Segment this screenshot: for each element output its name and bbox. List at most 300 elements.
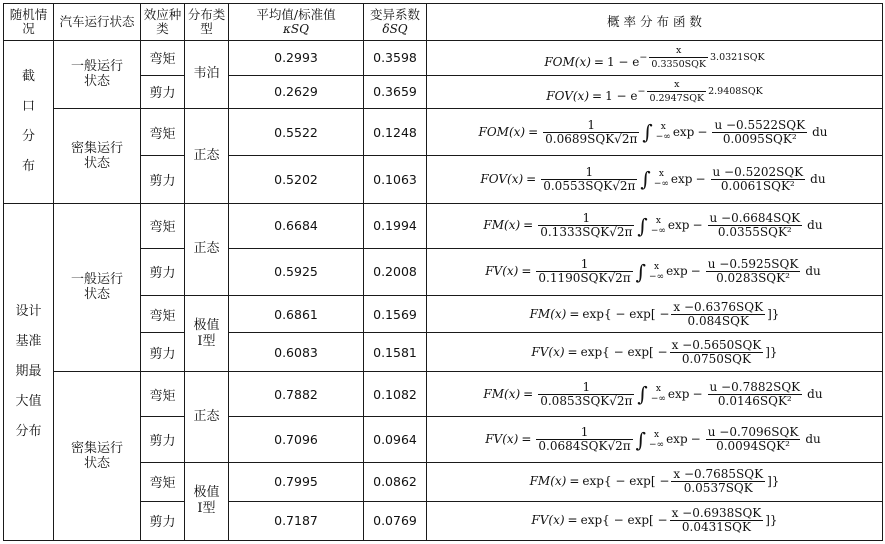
- cv-cell: [364, 462, 427, 501]
- integral-sign: ∫: [640, 167, 651, 192]
- numerator-one: 1: [587, 117, 596, 132]
- lower-limit: −∞: [650, 394, 666, 405]
- gumbel-fraction: [670, 507, 764, 534]
- random-case-cell: [4, 41, 54, 204]
- exp-fraction-num: [706, 426, 801, 440]
- col-effect-type: 效应种类: [141, 4, 185, 41]
- effect-label: 弯矩: [149, 308, 176, 324]
- exponent: [637, 79, 763, 105]
- exp-minus: −: [692, 386, 703, 401]
- effect-cell: [141, 296, 185, 333]
- function-name: FM(x): [483, 218, 521, 233]
- table-row: [4, 203, 883, 248]
- location-param: 0.5650SQK: [692, 337, 762, 352]
- du: du: [807, 218, 823, 233]
- effect-cell: [141, 248, 185, 295]
- integral-limits: [651, 216, 666, 236]
- gumbel-fraction-den: [670, 353, 764, 366]
- mean-ratio-cell: [229, 248, 364, 295]
- location-param: 0.7685SQK: [694, 467, 764, 482]
- gumbel-fraction-num: [671, 301, 765, 315]
- scale-param: 0.084SQK: [687, 313, 749, 328]
- equals-sign: =: [523, 386, 534, 401]
- exp-fraction-den: [712, 133, 807, 146]
- cv-cell: [364, 203, 427, 248]
- effect-cell: [141, 372, 185, 417]
- du: du: [805, 432, 821, 447]
- sigma-factor: 0.0853SQK: [540, 393, 610, 408]
- du: du: [807, 386, 823, 401]
- vehicle-state-cell: [54, 41, 141, 109]
- prob-function-cell: [427, 462, 883, 501]
- dist-type-cell: [185, 296, 229, 372]
- scale-param: 0.0537SQK: [683, 481, 753, 496]
- gumbel-exp-open: exp{ − exp[ −: [582, 474, 670, 489]
- effect-label: 剪力: [149, 346, 176, 362]
- col-mean-ratio-symbol: κSQ: [283, 22, 309, 36]
- mean-ratio-cell: [229, 333, 364, 372]
- vehicle-state-cell: [54, 203, 141, 372]
- sqrt-two-pi: √2π: [609, 225, 633, 240]
- upper-limit: x: [655, 215, 661, 226]
- gumbel-fraction-num: [670, 339, 764, 353]
- scale-fraction-den: [649, 58, 708, 71]
- shape-param: 2.9408SQK: [708, 86, 763, 98]
- norm-coef-num: [541, 166, 637, 180]
- exp-fraction-den: [708, 395, 803, 408]
- gumbel-close: ]}: [767, 474, 780, 489]
- mean-param: 0.5522SQK: [736, 117, 806, 132]
- exp-fraction: [706, 258, 801, 285]
- scale-param: 0.0431SQK: [681, 520, 751, 535]
- cv-value: 0.3598: [373, 50, 417, 66]
- variance-param: 0.0283SQK²: [716, 271, 790, 286]
- mean-ratio-cell: [229, 417, 364, 462]
- effect-cell: [141, 108, 185, 155]
- exponent: [639, 45, 765, 71]
- x-minus: x −: [671, 506, 693, 521]
- upper-limit: x: [660, 122, 666, 133]
- col-dist-type: 分布类型: [185, 4, 229, 41]
- cv-value: 0.1581: [373, 344, 417, 360]
- mean-ratio-value: 0.5202: [274, 171, 318, 187]
- u-minus: u −: [714, 117, 737, 132]
- gumbel-exp-open: exp{ − exp[ −: [580, 344, 668, 359]
- cv-cell: [364, 333, 427, 372]
- norm-coef-den: [541, 180, 637, 193]
- exp-minus: −: [695, 171, 706, 186]
- scale-fraction-num: [649, 44, 708, 58]
- vehicle-state-cell: [54, 108, 141, 203]
- mean-param: 0.7882SQK: [731, 379, 801, 394]
- table-row: [4, 41, 883, 76]
- cv-cell: [364, 41, 427, 76]
- scale-fraction-num: [647, 78, 706, 92]
- mean-ratio-cell: [229, 501, 364, 540]
- random-case-label: 截口分布: [21, 68, 35, 174]
- prob-function-cell: [427, 333, 883, 372]
- integral-limits: [651, 384, 666, 404]
- numerator-one: 1: [585, 164, 594, 179]
- effect-label: 剪力: [149, 434, 176, 450]
- integral-limits: [654, 169, 669, 189]
- exp-minus: −: [637, 86, 646, 98]
- u-minus: u −: [709, 379, 732, 394]
- col-cv-symbol: δSQ: [382, 22, 408, 36]
- table-row: [4, 372, 883, 417]
- integral-sign: ∫: [637, 213, 648, 238]
- gumbel-fraction-den: [671, 482, 765, 495]
- function-name: FOV(x): [480, 171, 524, 186]
- frac-x: x: [676, 45, 682, 57]
- integral-sign: ∫: [635, 259, 647, 284]
- col-prob-function: 概 率 分 布 函 数: [427, 4, 883, 41]
- du: du: [805, 264, 821, 279]
- header-row: [4, 4, 883, 41]
- distribution-table: [3, 3, 883, 541]
- integral-sign: ∫: [637, 382, 648, 407]
- upper-limit: x: [654, 261, 660, 272]
- equals-sign: =: [526, 171, 537, 186]
- variance-param: 0.0355SQK²: [717, 225, 792, 240]
- gumbel-fraction: [671, 301, 765, 328]
- function-name: FM(x): [529, 306, 567, 321]
- gumbel-fraction-den: [670, 521, 764, 534]
- effect-label: 弯矩: [149, 126, 176, 142]
- upper-limit: x: [654, 429, 660, 440]
- gumbel-exp-open: exp{ − exp[ −: [580, 513, 668, 528]
- dist-type-cell: [185, 108, 229, 203]
- exp-fraction-den: [706, 440, 801, 453]
- norm-coef: [541, 166, 637, 193]
- sqrt-two-pi: √2π: [614, 131, 638, 146]
- gumbel-close: ]}: [765, 513, 778, 528]
- random-case-cell: [4, 203, 54, 541]
- norm-coef-num: [543, 119, 639, 133]
- cv-cell: [364, 372, 427, 417]
- norm-coef-num: [536, 258, 632, 272]
- numerator-one: 1: [580, 425, 589, 440]
- effect-cell: [141, 156, 185, 203]
- vehicle-state-label: 一般运行状态: [70, 59, 123, 90]
- sigma-factor: 0.1333SQK: [540, 225, 610, 240]
- mean-ratio-cell: [229, 296, 364, 333]
- equals-sign: =: [569, 306, 580, 321]
- mean-ratio-value: 0.7096: [274, 432, 318, 448]
- col-vehicle-state: 汽车运行状态: [54, 4, 141, 41]
- exp-minus: −: [690, 264, 701, 279]
- cv-value: 0.0769: [373, 513, 417, 529]
- equals-sign: =: [528, 124, 539, 139]
- sqrt-two-pi: √2π: [607, 439, 631, 454]
- exp-fraction-num: [711, 166, 806, 180]
- x-minus: x −: [671, 337, 693, 352]
- gumbel-fraction-num: [670, 507, 764, 521]
- dist-type-cell: [185, 203, 229, 296]
- mean-ratio-cell: [229, 108, 364, 155]
- table-row: [4, 108, 883, 155]
- gumbel-close: ]}: [765, 344, 778, 359]
- function-name: FM(x): [529, 474, 567, 489]
- integral-limits: [656, 122, 671, 142]
- mean-ratio-value: 0.5925: [274, 264, 318, 280]
- prob-function-cell: [427, 41, 883, 76]
- dist-type-label: 韦泊: [193, 66, 220, 82]
- one-minus-e: 1 − e: [605, 89, 638, 104]
- effect-label: 剪力: [149, 86, 176, 102]
- mean-ratio-value: 0.6684: [274, 218, 318, 234]
- gumbel-fraction: [671, 468, 765, 495]
- lower-limit: −∞: [649, 439, 665, 450]
- cv-value: 0.1248: [373, 124, 417, 140]
- mean-ratio-value: 0.2629: [274, 84, 318, 100]
- exp-label: exp: [666, 264, 688, 279]
- prob-function-cell: [427, 108, 883, 155]
- effect-cell: [141, 203, 185, 248]
- prob-function-cell: [427, 75, 883, 108]
- mean-ratio-cell: [229, 156, 364, 203]
- x-minus: x −: [673, 299, 695, 314]
- prob-function-cell: [427, 372, 883, 417]
- cv-cell: [364, 156, 427, 203]
- exp-fraction: [708, 212, 803, 239]
- function-name: FV(x): [531, 344, 565, 359]
- mean-ratio-value: 0.6861: [274, 306, 318, 322]
- effect-label: 弯矩: [149, 52, 176, 68]
- sqrt-two-pi: √2π: [612, 178, 636, 193]
- col-mean-ratio: [229, 4, 364, 41]
- norm-coef: [538, 212, 634, 239]
- exp-minus: −: [639, 52, 648, 64]
- equals-sign: =: [521, 432, 532, 447]
- cv-value: 0.2008: [373, 264, 417, 280]
- lower-limit: −∞: [653, 179, 669, 190]
- dist-type-label: 极值I型: [193, 485, 220, 517]
- lower-limit: −∞: [649, 271, 665, 282]
- mean-param: 0.7096SQK: [729, 425, 799, 440]
- gumbel-close: ]}: [767, 306, 780, 321]
- du: du: [812, 124, 828, 139]
- gumbel-fraction-num: [671, 468, 765, 482]
- cv-cell: [364, 296, 427, 333]
- dist-type-label: 正态: [193, 241, 220, 257]
- mean-param: 0.6684SQK: [731, 211, 801, 226]
- dist-type-cell: [185, 372, 229, 463]
- equals-sign: =: [521, 264, 532, 279]
- exp-fraction-num: [708, 212, 803, 226]
- norm-coef-num: [538, 381, 634, 395]
- equals-sign: =: [593, 55, 604, 70]
- cv-value: 0.1569: [373, 306, 417, 322]
- mean-ratio-cell: [229, 372, 364, 417]
- exp-label: exp: [672, 124, 695, 139]
- norm-coef: [536, 258, 632, 285]
- vehicle-state-label: 密集运行状态: [70, 140, 123, 171]
- u-minus: u −: [707, 257, 730, 272]
- effect-cell: [141, 417, 185, 462]
- equals-sign: =: [567, 344, 578, 359]
- scale-param: 0.0750SQK: [681, 351, 751, 366]
- dist-type-cell: [185, 41, 229, 109]
- dist-type-label: 正态: [193, 408, 220, 424]
- mean-ratio-value: 0.7882: [274, 386, 318, 402]
- mean-ratio-cell: [229, 462, 364, 501]
- exp-minus: −: [690, 432, 701, 447]
- effect-cell: [141, 501, 185, 540]
- numerator-one: 1: [582, 379, 591, 394]
- upper-limit: x: [658, 169, 664, 180]
- col-mean-ratio-label: 平均值/标准值: [256, 7, 336, 22]
- effect-cell: [141, 41, 185, 76]
- lower-limit: −∞: [655, 132, 671, 143]
- mean-ratio-value: 0.7187: [274, 513, 318, 529]
- exp-fraction: [706, 426, 801, 453]
- sqrt-two-pi: √2π: [607, 271, 631, 286]
- mean-ratio-cell: [229, 75, 364, 108]
- cv-cell: [364, 108, 427, 155]
- integral-limits: [649, 262, 664, 282]
- du: du: [810, 171, 826, 186]
- gumbel-fraction: [670, 339, 764, 366]
- location-param: 0.6938SQK: [692, 506, 762, 521]
- col-cv-label: 变异系数: [369, 7, 420, 22]
- mean-param: 0.5202SQK: [734, 164, 804, 179]
- u-minus: u −: [707, 425, 730, 440]
- prob-function-cell: [427, 203, 883, 248]
- gumbel-exp-open: exp{ − exp[ −: [582, 306, 670, 321]
- exp-minus: −: [692, 218, 703, 233]
- variance-param: 0.0094SQK²: [716, 439, 790, 454]
- effect-label: 剪力: [149, 173, 176, 189]
- numerator-one: 1: [580, 257, 589, 272]
- one-minus-e: 1 − e: [606, 55, 640, 70]
- function-name: FV(x): [485, 432, 519, 447]
- sigma-factor: 0.0553SQK: [543, 178, 613, 193]
- prob-function-cell: [427, 296, 883, 333]
- vehicle-state-cell: [54, 372, 141, 541]
- cv-value: 0.0964: [373, 432, 417, 448]
- exp-fraction-num: [708, 381, 803, 395]
- cv-cell: [364, 248, 427, 295]
- exp-label: exp: [667, 386, 690, 401]
- prob-function-cell: [427, 156, 883, 203]
- col-random-case: 随机情况: [4, 4, 54, 41]
- prob-function-cell: [427, 501, 883, 540]
- exp-fraction-den: [711, 180, 806, 193]
- frac-x: x: [674, 79, 680, 91]
- sigma-factor: 0.0684SQK: [538, 439, 608, 454]
- equals-sign: =: [569, 474, 580, 489]
- scale-fraction: [649, 44, 708, 71]
- cv-value: 0.1063: [373, 171, 417, 187]
- variance-param: 0.0095SQK²: [722, 131, 797, 146]
- cv-value: 0.3659: [373, 84, 417, 100]
- variance-param: 0.0061SQK²: [720, 178, 795, 193]
- mean-ratio-cell: [229, 41, 364, 76]
- scale-fraction-den: [647, 92, 706, 105]
- variance-param: 0.0146SQK²: [717, 393, 792, 408]
- dist-type-label: 正态: [193, 147, 220, 163]
- function-name: FOV(x): [546, 89, 589, 104]
- equals-sign: =: [523, 218, 534, 233]
- effect-label: 剪力: [149, 515, 176, 531]
- equals-sign: =: [592, 89, 603, 104]
- norm-coef-den: [536, 272, 632, 285]
- norm-coef-num: [538, 212, 634, 226]
- mean-ratio-cell: [229, 203, 364, 248]
- norm-coef-num: [536, 426, 632, 440]
- u-minus: u −: [712, 164, 735, 179]
- scale-param: 0.2947SQK: [649, 93, 705, 105]
- exp-fraction: [712, 119, 807, 146]
- dist-type-cell: [185, 462, 229, 540]
- function-name: FV(x): [485, 264, 519, 279]
- norm-coef: [543, 119, 639, 146]
- upper-limit: x: [655, 384, 661, 395]
- exp-label: exp: [666, 432, 688, 447]
- exp-fraction-den: [708, 226, 803, 239]
- exp-fraction-num: [706, 258, 801, 272]
- function-name: FOM(x): [478, 124, 526, 139]
- norm-coef: [536, 426, 632, 453]
- lower-limit: −∞: [650, 225, 666, 236]
- exp-fraction: [711, 166, 806, 193]
- exp-minus: −: [697, 124, 708, 139]
- sigma-factor: 0.1190SQK: [538, 271, 608, 286]
- cv-value: 0.1994: [373, 218, 417, 234]
- effect-label: 弯矩: [149, 388, 176, 404]
- prob-function-cell: [427, 248, 883, 295]
- norm-coef-den: [543, 133, 639, 146]
- cv-cell: [364, 75, 427, 108]
- effect-label: 剪力: [149, 266, 176, 282]
- sigma-factor: 0.0689SQK: [545, 131, 615, 146]
- numerator-one: 1: [582, 211, 591, 226]
- table-body: [4, 41, 883, 541]
- exp-fraction-den: [706, 272, 801, 285]
- shape-param: 3.0321SQK: [710, 52, 765, 64]
- function-name: FV(x): [531, 513, 565, 528]
- effect-label: 弯矩: [149, 220, 176, 236]
- cv-value: 0.1082: [373, 386, 417, 402]
- exp-fraction: [708, 381, 803, 408]
- function-name: FOM(x): [544, 55, 591, 70]
- x-minus: x −: [673, 467, 695, 482]
- exp-fraction-num: [712, 119, 807, 133]
- prob-function-cell: [427, 417, 883, 462]
- mean-ratio-value: 0.6083: [274, 344, 318, 360]
- vehicle-state-label: 密集运行状态: [70, 441, 123, 472]
- cv-value: 0.0862: [373, 474, 417, 490]
- function-name: FM(x): [483, 386, 521, 401]
- sqrt-two-pi: √2π: [609, 393, 633, 408]
- scale-param: 0.3350SQK: [651, 59, 707, 71]
- norm-coef: [538, 381, 634, 408]
- integral-sign: ∫: [642, 120, 653, 145]
- exp-label: exp: [667, 218, 690, 233]
- mean-ratio-value: 0.5522: [274, 124, 318, 140]
- cv-cell: [364, 417, 427, 462]
- mean-ratio-value: 0.7995: [274, 474, 318, 490]
- norm-coef-den: [538, 395, 634, 408]
- random-case-label: 设计基准期最大值分布: [15, 303, 42, 439]
- norm-coef-den: [538, 226, 634, 239]
- effect-cell: [141, 75, 185, 108]
- mean-ratio-value: 0.2993: [274, 50, 318, 66]
- integral-limits: [649, 430, 664, 450]
- vehicle-state-label: 一般运行状态: [70, 272, 123, 303]
- scale-fraction: [647, 78, 706, 105]
